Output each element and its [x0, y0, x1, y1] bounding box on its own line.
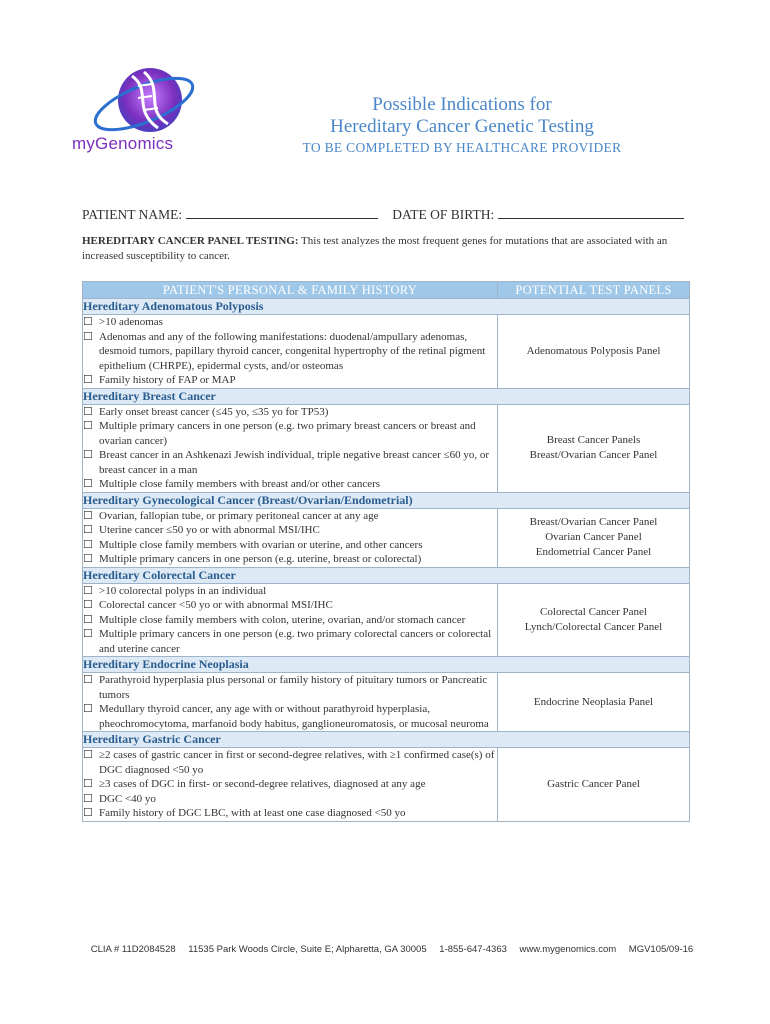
footer-clia: CLIA # 11D2084528 — [90, 944, 176, 955]
history-item-text: >10 colorectal polyps in an individual — [99, 584, 267, 597]
patient-name-field[interactable] — [186, 206, 378, 219]
section-title: Hereditary Colorectal Cancer — [83, 567, 690, 583]
col-header-history: PATIENT'S PERSONAL & FAMILY HISTORY — [83, 282, 498, 299]
history-item-text: Medullary thyroid cancer, any age with or without parathyroid hyperplasia, pheochromocytoma, marfanoid body habitus, ganglioneuromatosis, or mucosal neuroma — [99, 703, 489, 730]
test-panels-cell — [498, 404, 690, 492]
history-items-cell — [83, 315, 498, 389]
history-items-cell — [83, 748, 498, 822]
history-item-text: Adenomas and any of the following manifestations: duodenal/ampullary adenomas, desmoid tumors, papillary thyroid cancer, congenital hypertrophy of the retinal pigment epithelium (CHRPE), epidermal cysts, and/or osteomas — [99, 330, 486, 372]
test-panel-name: Ovarian Cancer Panel — [545, 531, 642, 543]
history-item-text: ≥3 cases of DGC in first- or second-degree relatives, diagnosed at any age — [99, 778, 426, 790]
checkbox-icon[interactable]: ☐ — [83, 807, 93, 819]
test-panel-name: Breast/Ovarian Cancer Panel — [529, 516, 658, 528]
test-panel-name: Colorectal Cancer Panel — [540, 605, 647, 618]
footer-web[interactable]: www.mygenomics.com — [519, 944, 617, 955]
section-title: Hereditary Breast Cancer — [83, 388, 690, 404]
checkbox-icon[interactable]: ☐ — [83, 524, 93, 536]
checkbox-icon[interactable]: ☐ — [83, 628, 93, 640]
test-panel-name: Endometrial Cancer Panel — [535, 546, 652, 558]
history-item-text: Family history of DGC LBC, with at least one case diagnosed <50 yo — [99, 807, 406, 819]
checkbox-icon[interactable]: ☐ — [83, 703, 93, 715]
history-item-text: Multiple primary cancers in one person (e.g. two primary colorectal cancers or colorectal and uterine cancer — [99, 628, 492, 655]
section-header-row — [83, 657, 690, 673]
history-items-cell — [83, 508, 498, 567]
section-header-row — [83, 567, 690, 583]
section-content-row — [83, 673, 690, 732]
history-item — [83, 552, 497, 567]
history-item — [83, 330, 497, 374]
test-panel-name: Breast/Ovarian Cancer Panel — [529, 449, 658, 461]
history-item — [83, 598, 497, 613]
checkbox-icon[interactable]: ☐ — [83, 584, 93, 597]
history-item — [83, 477, 497, 492]
dob-label: DATE OF BIRTH: — [392, 207, 495, 222]
history-item-text: Breast cancer in an Ashkenazi Jewish individual, triple negative breast cancer ≤60 yo, or breast cancer in a man — [99, 449, 489, 476]
history-item — [83, 613, 497, 628]
section-content-row — [83, 583, 690, 657]
history-item — [83, 748, 497, 777]
history-item-text: Multiple primary cancers in one person (e.g. two primary breast cancers or breast and ovarian cancer) — [99, 420, 476, 447]
test-panels-cell — [498, 583, 690, 657]
test-panels-cell — [498, 508, 690, 567]
history-item — [83, 806, 497, 821]
history-item-text: ≥2 cases of gastric cancer in first or second-degree relatives, with ≥1 confirmed case(s) of DGC diagnosed <50 yo — [99, 749, 495, 776]
history-item — [83, 627, 497, 656]
history-item — [83, 405, 497, 420]
section-header-row — [83, 732, 690, 748]
checkbox-icon[interactable]: ☐ — [83, 792, 93, 805]
patient-info-line — [82, 206, 684, 223]
patient-name-label: PATIENT NAME: — [82, 207, 183, 222]
checkbox-icon[interactable]: ☐ — [83, 405, 93, 418]
history-item-text: Early onset breast cancer (≤45 yo, ≤35 yo for TP53) — [99, 405, 329, 418]
section-header-row — [83, 388, 690, 404]
history-item — [83, 584, 497, 599]
table-body — [83, 299, 690, 822]
history-item-text: Uterine cancer ≤50 yo or with abnormal MSI/IHC — [99, 524, 320, 536]
history-item — [83, 777, 497, 792]
checkbox-icon[interactable]: ☐ — [83, 749, 93, 761]
section-header-row — [83, 299, 690, 315]
test-panel-name: Gastric Cancer Panel — [547, 777, 640, 790]
logo-wordmark: myGenomics — [72, 134, 174, 153]
intro-bold: HEREDITARY CANCER PANEL TESTING: — [82, 235, 299, 247]
history-item — [83, 373, 497, 388]
intro-paragraph — [82, 234, 682, 264]
history-item — [83, 702, 497, 731]
history-item — [83, 315, 497, 330]
test-panels-cell — [498, 315, 690, 389]
section-content-row — [83, 404, 690, 492]
checkbox-icon[interactable]: ☐ — [83, 374, 93, 386]
checkbox-icon[interactable]: ☐ — [83, 599, 93, 611]
history-item-text: Multiple close family members with breast and/or other cancers — [99, 478, 381, 490]
indications-table — [82, 281, 690, 822]
checkbox-icon[interactable]: ☐ — [83, 316, 93, 328]
history-item-text: Parathyroid hyperplasia plus personal or family history of pituitary tumors or Pancreatic tumors — [99, 674, 488, 701]
history-item — [83, 538, 497, 553]
history-item-text: Multiple primary cancers in one person (e.g. uterine, breast or colorectal) — [99, 553, 422, 565]
test-panels-cell — [498, 748, 690, 822]
test-panel-name: Adenomatous Polyposis Panel — [526, 344, 661, 357]
history-item — [83, 523, 497, 538]
history-item-text: Family history of FAP or MAP — [99, 374, 236, 386]
checkbox-icon[interactable]: ☐ — [83, 420, 93, 432]
dob-field[interactable] — [498, 206, 684, 219]
footer-phone: 1-855-647-4363 — [439, 944, 507, 955]
section-content-row — [83, 508, 690, 567]
test-panel-name: Endocrine Neoplasia Panel — [533, 695, 654, 708]
footer-address: 11535 Park Woods Circle, Suite E; Alpharetta, GA 30005 — [188, 944, 427, 955]
history-item-text: Colorectal cancer <50 yo or with abnormal MSI/IHC — [99, 599, 333, 611]
test-panel-name: Breast Cancer Panels — [546, 434, 641, 446]
checkbox-icon[interactable]: ☐ — [83, 478, 93, 490]
history-item — [83, 419, 497, 448]
history-item-text: Ovarian, fallopian tube, or primary peritoneal cancer at any age — [99, 509, 379, 522]
history-item — [83, 509, 497, 524]
footer — [62, 944, 722, 955]
title-line-2: Hereditary Cancer Genetic Testing — [330, 116, 594, 137]
section-content-row — [83, 748, 690, 822]
checkbox-icon[interactable]: ☐ — [83, 553, 93, 565]
checkbox-icon[interactable]: ☐ — [83, 674, 93, 686]
document-title-block — [262, 94, 662, 156]
section-title: Hereditary Adenomatous Polyposis — [83, 299, 690, 315]
test-panel-name: Lynch/Colorectal Cancer Panel — [524, 620, 663, 633]
checkbox-icon[interactable]: ☐ — [83, 330, 93, 343]
col-header-panels: POTENTIAL TEST PANELS — [498, 282, 690, 299]
intro-text: This test analyzes the most frequent genes for mutations that are associated with an increased susceptibility to cancer. — [82, 235, 668, 262]
history-items-cell — [83, 673, 498, 732]
checkbox-icon[interactable]: ☐ — [83, 538, 93, 551]
history-items-cell — [83, 583, 498, 657]
history-item — [83, 448, 497, 477]
section-title: Hereditary Gastric Cancer — [83, 732, 690, 748]
history-item-text: DGC <40 yo — [99, 792, 156, 805]
checkbox-icon[interactable]: ☐ — [83, 509, 93, 522]
checkbox-icon[interactable]: ☐ — [83, 613, 93, 626]
section-content-row — [83, 315, 690, 389]
history-item — [83, 792, 497, 807]
history-items-cell — [83, 404, 498, 492]
footer-code: MGV105/09-16 — [628, 944, 694, 955]
history-item-text: >10 adenomas — [99, 316, 163, 328]
history-item — [83, 673, 497, 702]
subtitle: TO BE COMPLETED BY HEALTHCARE PROVIDER — [302, 140, 622, 155]
checkbox-icon[interactable]: ☐ — [83, 449, 93, 461]
checkbox-icon[interactable]: ☐ — [83, 778, 93, 790]
section-title: Hereditary Gynecological Cancer (Breast/Ovarian/Endometrial) — [83, 492, 690, 508]
test-panels-cell — [498, 673, 690, 732]
history-item-text: Multiple close family members with colon, uterine, ovarian, and/or stomach cancer — [99, 613, 466, 626]
section-header-row — [83, 492, 690, 508]
title-line-1: Possible Indications for — [372, 94, 552, 115]
section-title: Hereditary Endocrine Neoplasia — [83, 657, 690, 673]
history-item-text: Multiple close family members with ovarian or uterine, and other cancers — [99, 538, 423, 551]
